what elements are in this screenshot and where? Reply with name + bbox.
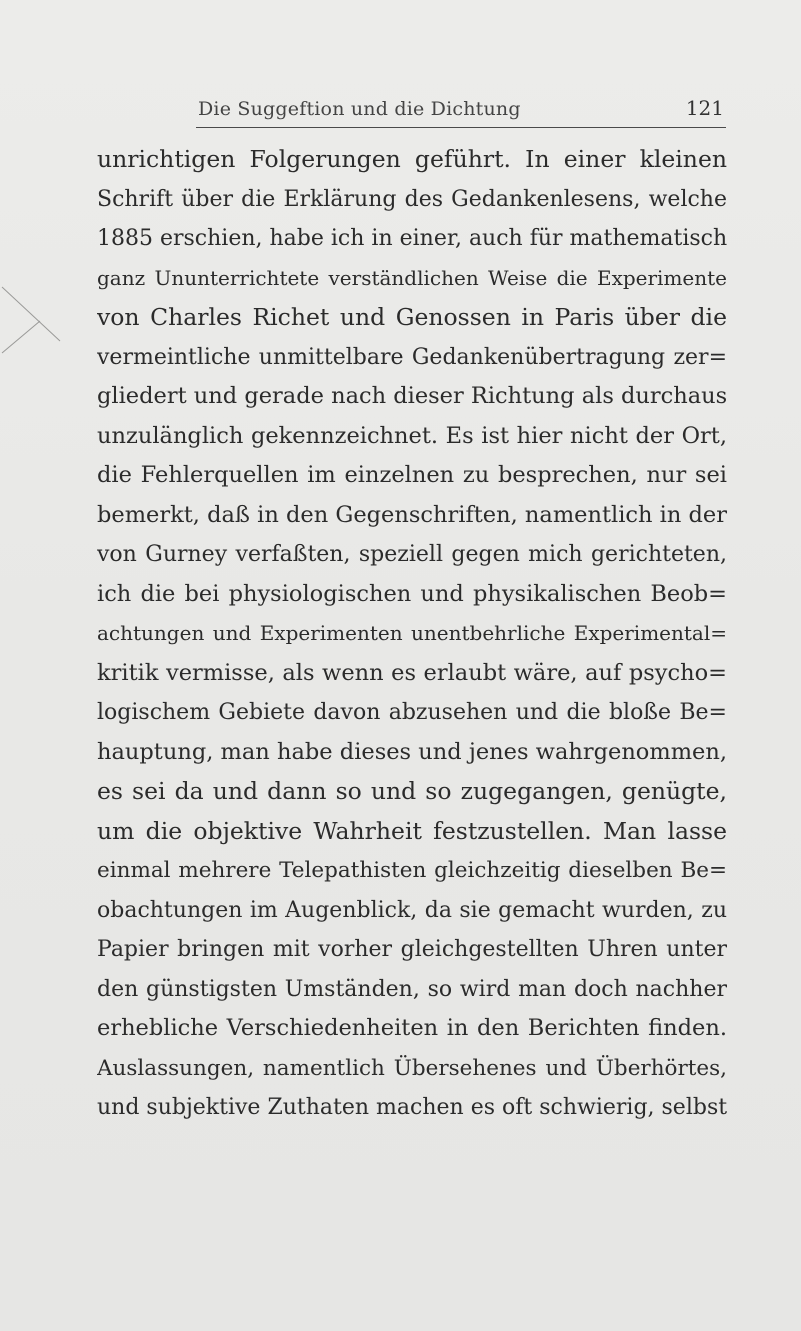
text-line: bemerkt, daß in den Gegenschriften, namentlich in der bbox=[97, 501, 727, 528]
text-line: Papier bringen mit vorher gleichgestellten Uhren unter bbox=[97, 937, 727, 962]
text-line: um die objektive Wahrheit festzustellen. Man lasse bbox=[97, 816, 727, 845]
running-title: Die Suggeftion und die Dichtung bbox=[198, 98, 521, 120]
text-line: einmal mehrere Telepathisten gleichzeitig dieselben Be= bbox=[97, 858, 727, 883]
text-line: ganz Ununterrichtete verständlichen Weise die Experimente bbox=[97, 265, 727, 290]
text-line: Schrift über die Erklärung des Gedankenlesens, welche bbox=[97, 186, 727, 212]
text-line: und subjektive Zuthaten machen es oft schwierig, selbst bbox=[97, 1095, 727, 1120]
text-line: achtungen und Experimenten unentbehrliche Experimental= bbox=[97, 621, 727, 645]
text-line: logischem Gebiete davon abzusehen und die bloße Be= bbox=[97, 700, 727, 725]
text-line: unzulänglich gekennzeichnet. Es ist hier nicht der Ort, bbox=[97, 422, 727, 449]
text-line: vermeintliche unmittelbare Gedankenübertragung zer= bbox=[97, 344, 727, 370]
text-line: es sei da und dann so und so zugegangen, genügte, bbox=[97, 777, 727, 805]
text-line: unrichtigen Folgerungen geführt. In einer kleinen bbox=[97, 145, 727, 173]
header-rule bbox=[196, 127, 726, 128]
text-line: kritik vermisse, als wenn es erlaubt wäre, auf psycho= bbox=[97, 659, 727, 686]
text-line: Auslassungen, namentlich Übersehenes und Überhörtes, bbox=[97, 1055, 727, 1081]
text-line: gliedert und gerade nach dieser Richtung als durchaus bbox=[97, 383, 727, 409]
body-text bbox=[97, 140, 727, 1128]
text-line: den günstigsten Umständen, so wird man doch nachher bbox=[97, 976, 727, 1002]
text-line: erhebliche Verschiedenheiten in den Berichten finden. bbox=[97, 1015, 727, 1041]
text-line: von Gurney verfaßten, speziell gegen mich gerichteten, bbox=[97, 542, 727, 567]
text-line: obachtungen im Augenblick, da sie gemacht wurden, zu bbox=[97, 897, 727, 923]
text-line: ich die bei physiologischen und physikalischen Beob= bbox=[97, 580, 727, 607]
text-line: die Fehlerquellen im einzelnen zu besprechen, nur sei bbox=[97, 462, 727, 488]
text-line: 1885 erschien, habe ich in einer, auch für mathematisch bbox=[97, 226, 727, 251]
text-line: von Charles Richet und Genossen in Paris über die bbox=[97, 303, 727, 331]
page-fold-mark bbox=[0, 285, 80, 355]
page-number: 121 bbox=[685, 96, 724, 120]
running-header bbox=[196, 94, 726, 128]
text-line: hauptung, man habe dieses und jenes wahrgenommen, bbox=[97, 738, 727, 765]
